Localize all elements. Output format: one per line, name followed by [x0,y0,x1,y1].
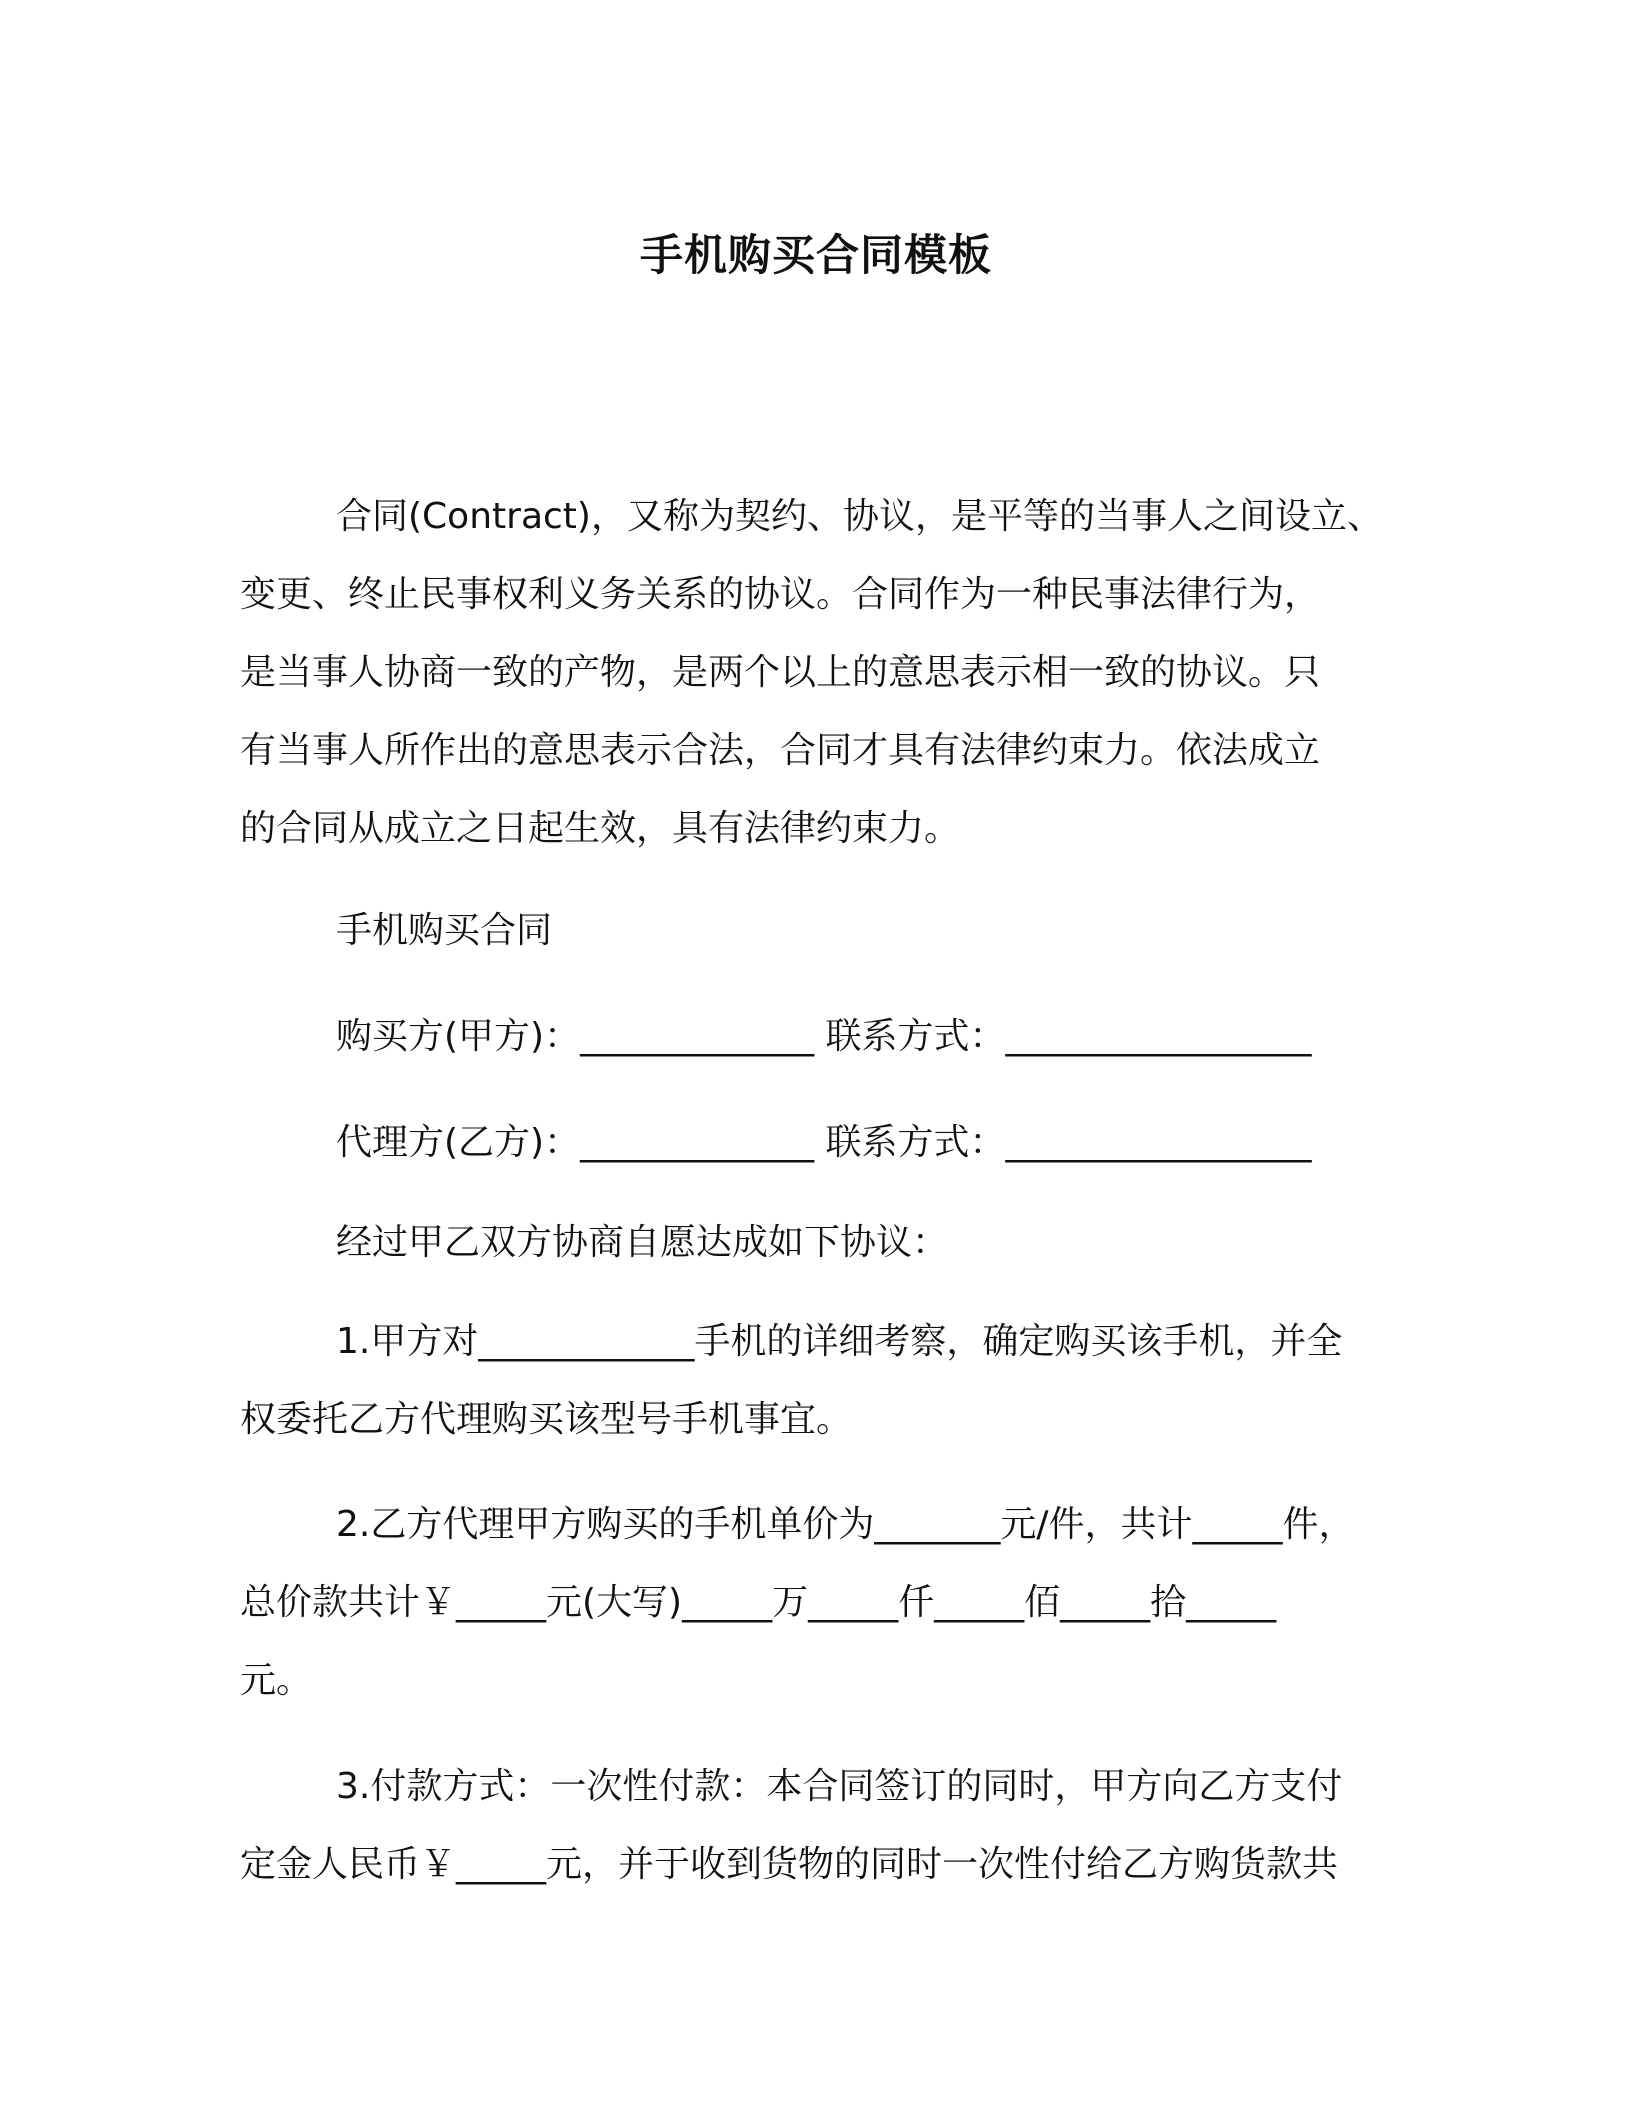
intro-paragraph: 合同(Contract)，又称为契约、协议，是平等的当事人之间设立、 变更、终止民事权利义务关系的协议。合同作为一种民事法律行为， 是当事人协商一致的产物，是两个以上的意思表示相一致的协议。只 有当事人所作出的意思表示合法，合同才具有法律约束力。依法成立 的合同从成立之日起生效，具有法律约束力。 [240,496,1383,849]
contract-heading: 手机购买合同 [336,910,553,951]
clause-3: 3.付款方式：一次性付款：本合同签订的同时，甲方向乙方支付 定金人民币￥_____元，并于收到货物的同时一次性付给乙方购货款共 [240,1766,1343,1885]
clause-1: 1.甲方对____________手机的详细考察，确定购买该手机，并全 权委托乙方代理购买该型号手机事宜。 [240,1321,1343,1440]
party-b-line: 代理方(乙方)：_____________ 联系方式：_________________ [336,1122,1312,1163]
agreement-line: 经过甲乙双方协商自愿达成如下协议： [336,1222,949,1263]
party-a-line: 购买方(甲方)：_____________ 联系方式：_________________ [336,1016,1312,1057]
clause-2: 2.乙方代理甲方购买的手机单价为_______元/件，共计_____件， 总价款共计￥_____元(大写)_____万_____仟_____佰_____拾_____ 元。 [240,1504,1355,1701]
document-title: 手机购买合同模板 [640,231,992,281]
